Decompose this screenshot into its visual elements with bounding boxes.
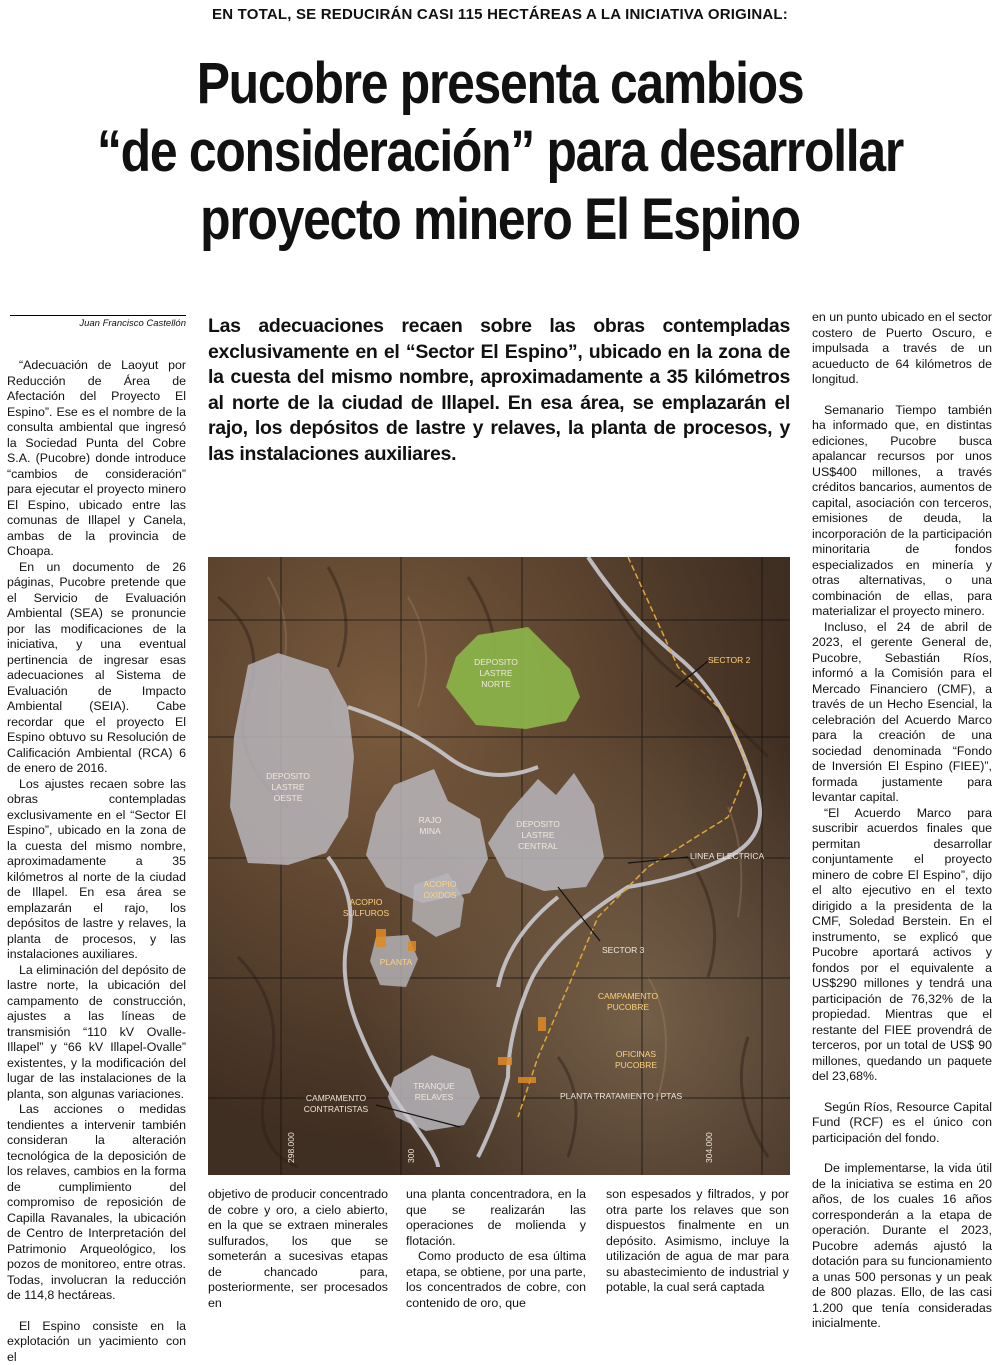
label-deposito-oeste-2: LASTRE [271, 782, 304, 792]
paragraph: Semanario Tiempo también ha informado que, en distintas ediciones, Pucobre busca apalancar recursos por unos US$400 millones, a través créditos bancarios, aumentos de capital, asociación con terceros, emisiones de deuda, la incorporación de la participación minoritaria de fondos especializados en minería y otras alternativas, o una combinación de ellas, para materializar el proyecto minero. [812, 403, 992, 620]
deposito-lastre-oeste-area [230, 653, 354, 865]
label-tranque-2: RELAVES [415, 1092, 454, 1102]
label-sector-2: SECTOR 2 [708, 655, 751, 665]
label-planta: PLANTA [380, 957, 413, 967]
paragraph: El Espino consiste en la explotación un yacimiento con el [7, 1319, 186, 1365]
paragraph: “Adecuación de Laoyut por Reducción de Área de Afectación del Proyecto El Espino”. Ese es el nombre de la consulta ambiental que ingresó la Sociedad Punta del Cobre S.A. (Pucobre) donde introduce “cambios de consideración” para ejecutar el proyecto minero El Espino, ubicado entre las comunas de Illapel y Canela, ambas de la provincia de Choapa. [7, 358, 186, 560]
paragraph: La eliminación del depósito de lastre norte, la ubicación del campamento de construcción, ajustes a las líneas de transmisión “110 kV Ovalle-Illapel” y “66 kV Illapel-Ovalle” existentes, y la modificación del lugar de las instalaciones de la planta, son algunas variaciones. [7, 963, 186, 1103]
paragraph: una planta concentradora, en la que se realizarán las operaciones de molienda y flotación. [406, 1187, 586, 1249]
label-deposito-norte-3: NORTE [481, 679, 511, 689]
label-acopio-oxidos-2: OXIDOS [423, 890, 456, 900]
kicker: EN TOTAL, SE REDUCIRÁN CASI 115 HECTÁREAS A LA INICIATIVA ORIGINAL: [0, 6, 1000, 23]
headline-line-1: Pucobre presenta cambios [87, 50, 913, 118]
label-coord-298000: 298.000 [286, 1132, 296, 1163]
paragraph: en un punto ubicado en el sector costero de Puerto Oscuro, e impulsada a través de un acueducto de 64 kilómetros de longitud. [812, 310, 992, 388]
paragraph: En un documento de 26 páginas, Pucobre pretende que el Servicio de Evaluación Ambiental (SEA) se pronuncie por las modificaciones de la iniciativa, y una eventual pertinencia de ingresar esas adecuaciones al Sistema de Evaluación de Impacto Ambiental (SEIA). Cabe recordar que el proyecto El Espino obtuvo su Resolución de Calificación Ambiental (RCA) 6 de enero de 2016. [7, 560, 186, 777]
label-campamento-contratistas-2: CONTRATISTAS [304, 1104, 369, 1114]
label-rajo-1: RAJO [419, 815, 442, 825]
lead-paragraph: Las adecuaciones recaen sobre las obras contempladas exclusivamente en el “Sector El Espino”, ubicado en la zona de la cuesta del mismo nombre, aproximadamente a 35 kilómetros al norte de la ciudad de Illapel. En esa área, se emplazarán el rajo, los depósitos de lastre y relaves, la planta de procesos, y las instalaciones auxiliares. [208, 314, 790, 467]
label-acopio-sulfuros-2: SULFUROS [343, 908, 390, 918]
label-campamento-pucobre-1: CAMPAMENTO [598, 991, 659, 1001]
label-deposito-norte-2: LASTRE [479, 668, 512, 678]
label-oficinas-1: OFICINAS [616, 1049, 656, 1059]
label-rajo-2: MINA [419, 826, 441, 836]
article-column-left [7, 358, 186, 1365]
label-deposito-norte-1: DEPOSITO [474, 657, 518, 667]
paragraph: Como producto de esa última etapa, se obtiene, por una parte, los concentrados de cobre, con contenido de oro, que [406, 1249, 586, 1311]
label-campamento-contratistas-1: CAMPAMENTO [306, 1093, 367, 1103]
byline-rule [10, 315, 186, 316]
article-column-b [208, 1187, 388, 1311]
project-map [208, 557, 790, 1175]
label-linea-electrica: LINEA ELECTRICA [690, 851, 764, 861]
headline-line-2: “de consideración” para desarrollar [87, 118, 913, 186]
paragraph: Incluso, el 24 de abril de 2023, el gerente General de, Pucobre, Sebastián Ríos, informó a la Comisión para el Mercado Financiero (CMF), a través de un Hecho Esencial, la celebración del Acuerdo Marco para la creación de una sociedad denominada “Fondo de Inversión El Espino (FIEE)”, formada justamente para levantar capital. [812, 620, 992, 806]
paragraph: son espesados y filtrados, y por otra parte los relaves que son dispuestos finalmente en un depósito. Asimismo, incluye la utilización de agua de mar para su abastecimiento de industrial y potable, la cual será captada [606, 1187, 789, 1296]
headline-line-3: proyecto minero El Espino [87, 186, 913, 254]
label-campamento-pucobre-2: PUCOBRE [607, 1002, 649, 1012]
label-deposito-central-3: CENTRAL [518, 841, 558, 851]
label-acopio-sulfuros-1: ACOPIO [349, 897, 382, 907]
label-tranque-1: TRANQUE [413, 1081, 455, 1091]
headline [87, 50, 913, 254]
paragraph: De implementarse, la vida útil de la iniciativa se estima en 20 años, de los cuales 16 años corresponderán a la etapa de operación. Durante el 2023, Pucobre además ajustó la dotación para su funcionamiento a unas 500 personas y un peak de 800 plazas. Ello, de las casi 1.200 que tenía consideradas inicialmente. [812, 1161, 992, 1332]
paragraph: Según Ríos, Resource Capital Fund (RCF) es el único con participación del fondo. [812, 1100, 992, 1147]
label-deposito-oeste-1: DEPOSITO [266, 771, 310, 781]
project-map-svg [208, 557, 790, 1175]
paragraph: Los ajustes recaen sobre las obras contempladas exclusivamente en el “Sector El Espino”, ubicado en la zona de la cuesta del mismo nombre, aproximadamente a 35 kilómetros al norte de la ciudad de Illapel. En esa área se emplazarán el rajo, los depósitos de lastre y relaves, la planta de procesos, y las instalaciones auxiliares. [7, 777, 186, 963]
label-planta-tratamiento: PLANTA TRATAMIENTO | PTAS [560, 1091, 683, 1101]
label-acopio-oxidos-1: ACOPIO [423, 879, 456, 889]
label-deposito-oeste-3: OESTE [274, 793, 303, 803]
label-coord-300: 300 [406, 1149, 416, 1163]
article-column-right [812, 310, 992, 1332]
article-column-c [406, 1187, 586, 1311]
article-column-d [606, 1187, 789, 1296]
paragraph: Las acciones o medidas tendientes a intervenir también consideran la alteración tecnológica de la deposición de los relaves, cambios en la forma de cumplimiento del compromiso de reposición de Capilla Ravanales, la ubicación de Centro de Interpretación del Patrimonio Arqueológico, los pozos de monitoreo, entre otras. Todas, involucran la reducción de 114,8 hectáreas. [7, 1102, 186, 1304]
label-deposito-central-2: LASTRE [521, 830, 554, 840]
label-oficinas-2: PUCOBRE [615, 1060, 657, 1070]
byline: Juan Francisco Castellón [10, 318, 186, 329]
paragraph: “El Acuerdo Marco para suscribir acuerdos finales que permitan desarrollar conjuntamente el proyecto minero de cobre El Espino”, dijo el alto ejecutivo en el texto dirigido a la presidenta de la CMF, Soledad Berstein. En el instrumento, se explicó que Pucobre aportará activos y fondos por el equivalente a US$290 millones y tendrá una participación de 76,32% de la propiedad. Mientras que el restante del FIEE provendrá de terceros, por un total de US$ 90 millones, quedando un paquete del 23,68%. [812, 806, 992, 1085]
label-deposito-central-1: DEPOSITO [516, 819, 560, 829]
label-coord-304000: 304.000 [704, 1132, 714, 1163]
paragraph: objetivo de producir concentrado de cobre y oro, a cielo abierto, en la que se extraen minerales sulfurados, los que se someterán a sucesivas etapas de chancado para, posteriormente, ser procesados en [208, 1187, 388, 1311]
label-sector-3: SECTOR 3 [602, 945, 645, 955]
